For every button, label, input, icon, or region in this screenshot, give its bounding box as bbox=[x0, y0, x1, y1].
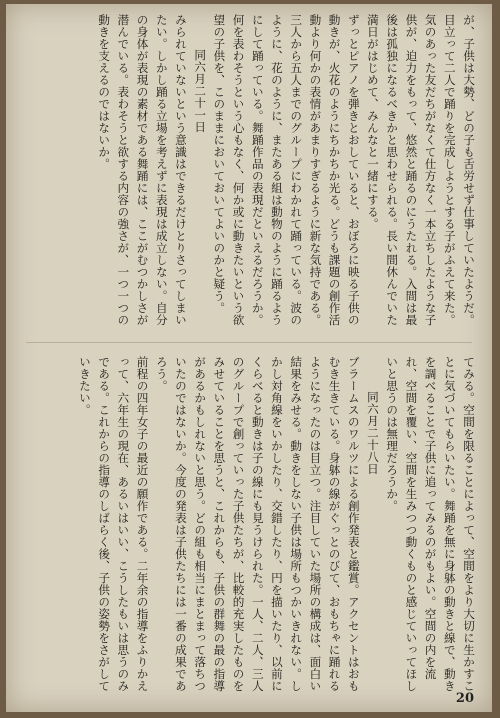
lower-paragraph-1: てみる。空間を限ることによって、空間をより大切に生かすことに気づいてもらいたい。舞踊を無に身躰の動きと線で、動きを調べることで子供に追ってみるのがもよい。空間の内を流れ、空間を覆い、空間を生みつつ動くものと感じていってほしいと思うのは無理だろうか。 bbox=[385, 356, 476, 692]
lower-paragraph-3: 前程の四年女子の最近の願作である。二年余の指導をふりかえって、六年生の現在、あるいはいい、こうしたもいは思うのみである。これからの指導のしばらく後、子供の姿勢をさがしていきたい。 bbox=[77, 356, 150, 692]
upper-paragraph-1: が、子供は大勢、どの子も舌労せず仕事していたようだ。目立って二人で踊りを完成しようとする子がふえて来た。気のあった友だちがなくて仕方なく一本立ちしたような子供が、迫力をもって、悠然と踊るのにうたれる。入間は最後は孤独になるべきかと思わせられる。長い間休んでいた満日がはじめて、みんなと一緒にする。 bbox=[365, 14, 476, 326]
upper-date-heading: 同六月二十一日 bbox=[193, 48, 208, 133]
upper-paragraph-3: みられていないという意識はできるだけとりさってしまいたい。しかし踊る立場を考えずに表現は成立しない。自分の身体が表現の素材である舞踊には、ここがむつかしさが潜んでいる。表わそうと欲する内容の強さが、一つ一つの動きを支えるのではないか。 bbox=[97, 14, 188, 326]
page-number: 20 bbox=[455, 691, 474, 706]
book-page bbox=[6, 4, 492, 712]
lower-date-heading: 同六月二十八日 bbox=[365, 390, 380, 475]
section-divider bbox=[26, 342, 472, 343]
lower-paragraph-2: ブラームスのワルツによる創作発表と鑑賞。アクセントはおもむき生きている。身躰の線がぐっとのびて、おもちゃに踊れるようになったのは目立つ。注目していた場所の構成は、面白い結果をみせる。動きをしない子供は場所もつかいきれない。しかし対角線をいかしたり、交錯したり、円を描いたり、以前にくらべると動きは子の線にも見うけられた。一人、二人、三人のグループで創っていった子供たちが、比較的充実したものをみせていることを思うと、これからも、子供の群舞の最の指導があるかもしれないと思う。どの組も相当にまとまって落ちついたのではないか。今度の発表は子供たちには一番の成果であろう。 bbox=[154, 356, 361, 692]
upper-text-column bbox=[18, 14, 478, 334]
upper-paragraph-2: ずっとピアノを弾きとおしていると、おぼろに映る子供の動きが、火花のようにちかちか光る。どうも課題の創作活動より何かの表情があまりすぎるように新な気持である。三人から五人までのグループにわかれて踊っている。波のように、花のように、またある組は動物のように踊るようにして踊っている。舞踊作品の表現だといえるだろうか。何を表わそうという心もなく、何か或に動きたいという欲望の子供を、このままにおいておいてよいのかと疑う。 bbox=[212, 14, 361, 326]
lower-text-column bbox=[18, 356, 478, 696]
